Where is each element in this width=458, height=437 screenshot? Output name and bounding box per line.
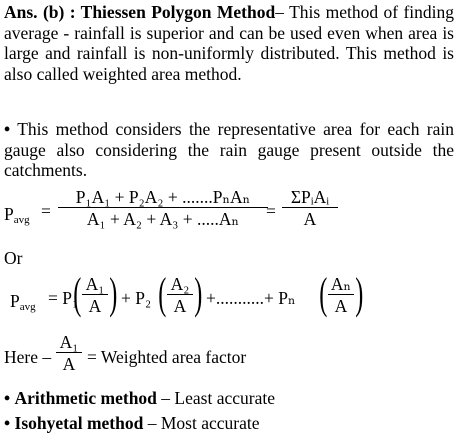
- fraction3-numerator: Aₙ: [330, 274, 352, 294]
- formula2-fraction-3: [328, 275, 354, 315]
- formula2-p2: + P₂: [121, 288, 152, 308]
- fraction-bar: [282, 207, 338, 208]
- formula1-fraction: [58, 188, 268, 228]
- fraction1-numerator: A₁: [85, 274, 105, 294]
- answer-label: Ans. (b) : Thiessen Polygon Method: [4, 2, 276, 22]
- method-name: Arithmetic method: [14, 388, 157, 408]
- here-denominator: A: [62, 354, 76, 374]
- bullet-icon: •: [4, 413, 11, 433]
- intro-text: – This method of finding average - rainfall is superior and can be used even when area is large and rainfall is non-uniformly distributed. This method is also called weighted area method.: [4, 2, 454, 84]
- fraction-bar: [82, 294, 108, 295]
- left-paren-icon: (: [73, 269, 82, 318]
- formula1-equals-2: =: [266, 201, 276, 221]
- right-paren-icon: ): [109, 269, 118, 318]
- fraction-bar: [58, 207, 268, 208]
- formula2-fraction-2: [167, 275, 193, 315]
- here-numerator: A₁: [59, 332, 79, 352]
- intro-paragraph: [4, 2, 454, 84]
- method-desc: – Least accurate: [161, 388, 275, 408]
- left-paren-icon: (: [319, 269, 328, 318]
- left-paren-icon: (: [158, 269, 167, 318]
- fraction1-denominator: A: [88, 296, 102, 316]
- formula2-p1: = P₁: [48, 288, 79, 308]
- fraction-bar: [328, 294, 354, 295]
- method-arithmetic: [4, 388, 275, 409]
- formula1-sum-numerator: ΣPᵢAᵢ: [290, 187, 330, 207]
- or-text: Or: [4, 248, 23, 268]
- method-isohyetal: [4, 413, 259, 434]
- right-paren-icon: ): [194, 269, 203, 318]
- formula1-lhs: $P_{avg}$: [4, 204, 30, 226]
- bullet-paragraph: [4, 119, 454, 181]
- formula2-lhs: $P_{avg}$: [10, 291, 36, 313]
- formula1-sum-denominator: A: [303, 209, 317, 229]
- bullet-icon: •: [4, 119, 11, 139]
- method-name: Isohyetal method: [14, 413, 144, 433]
- fraction2-numerator: A₂: [170, 274, 190, 294]
- here-prefix: Here –: [4, 347, 52, 367]
- bullet-text: This method considers the representative area for each rain gauge also considering the rain gauge present outside the catchments.: [4, 119, 455, 180]
- fraction-bar: [56, 352, 82, 353]
- formula1-denominator: A₁ + A₂ + A₃ + .....Aₙ: [86, 209, 240, 229]
- bullet-icon: •: [4, 388, 11, 408]
- fraction-bar: [167, 294, 193, 295]
- fraction3-denominator: A: [334, 296, 348, 316]
- here-suffix: = Weighted area factor: [87, 347, 247, 367]
- right-paren-icon: ): [355, 269, 364, 318]
- formula1-equals: =: [41, 201, 51, 221]
- method-desc: – Most accurate: [147, 413, 260, 433]
- formula1-sum-fraction: [282, 188, 338, 228]
- formula1-numerator: P₁A₁ + P₂A₂ + .......PₙAₙ: [75, 187, 251, 207]
- formula2-pn: +...........+ Pₙ: [206, 288, 296, 308]
- fraction2-denominator: A: [173, 296, 187, 316]
- here-fraction: [56, 333, 82, 373]
- formula2-fraction-1: [82, 275, 108, 315]
